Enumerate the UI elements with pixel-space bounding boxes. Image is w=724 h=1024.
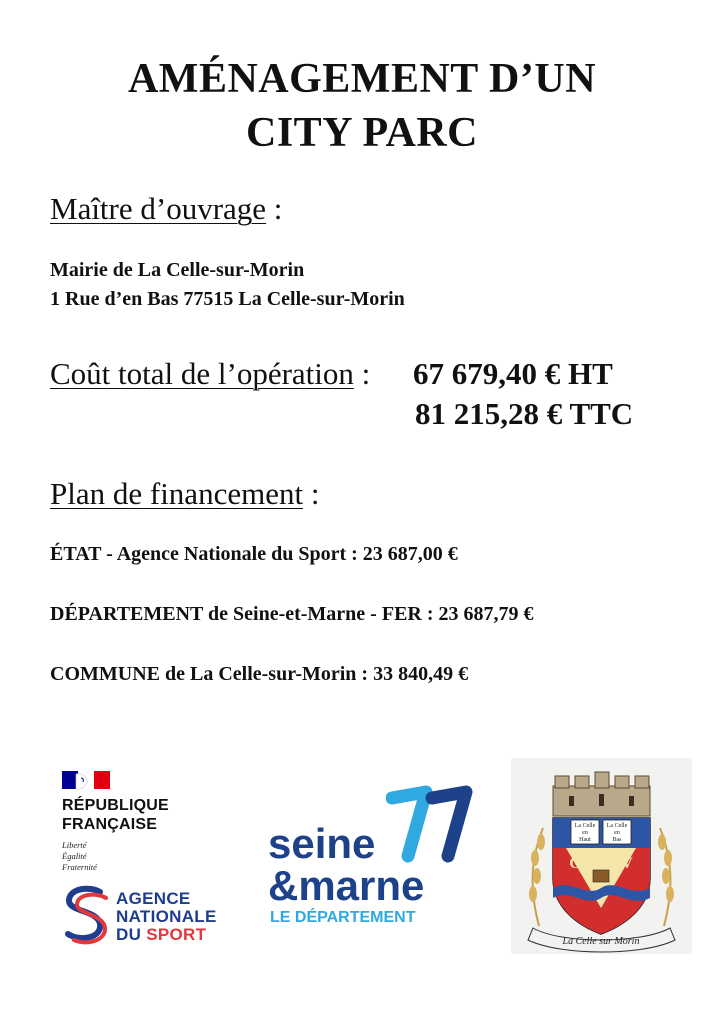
coa-left-book-3: Haut [579, 837, 591, 843]
coa-left-book-2: en [582, 830, 588, 836]
cout-heading [50, 355, 370, 393]
rf-name-line-1: RÉPUBLIQUE [62, 797, 169, 814]
republique-francaise-logo [62, 770, 202, 873]
ans-line-3-sport: SPORT [146, 925, 207, 944]
owner-address: 1 Rue d’en Bas 77515 La Celle-sur-Morin [50, 288, 405, 310]
cout-label: Coût total de l’opération [50, 356, 354, 391]
coa-letter-v: V [621, 855, 633, 872]
financing-item-etat: ÉTAT - Agence Nationale du Sport : 23 687,00 € [50, 543, 458, 565]
ans-line-1: AGENCE [116, 889, 191, 908]
coa-letter-c: C [569, 855, 581, 872]
title-line-2: CITY PARC [246, 110, 478, 156]
coa-right-book-3: Bas [612, 837, 622, 843]
ans-line-3-du: DU [116, 925, 147, 944]
title-line-1: AMÉNAGEMENT D’UN [127, 56, 597, 102]
seine-word: seine [268, 820, 376, 867]
ans-s-icon [60, 884, 112, 946]
financing-item-commune: COMMUNE de La Celle-sur-Morin : 33 840,49 € [50, 663, 469, 685]
financing-item-departement: DÉPARTEMENT de Seine-et-Marne - FER : 23 687,79 € [50, 603, 534, 625]
cost-ht: 67 679,40 € HT [413, 356, 613, 391]
rf-motto-3: Fraternité [62, 862, 97, 872]
agence-nationale-sport-logo [60, 884, 240, 950]
marianne-flag-icon [62, 770, 110, 790]
rf-motto-1: Liberté [62, 840, 87, 850]
marne-word: &marne [268, 862, 425, 909]
coa-right-book-2: en [614, 830, 620, 836]
plan-heading [50, 475, 319, 513]
cost-ttc: 81 215,28 € TTC [415, 396, 634, 431]
seine-et-marne-logo [268, 784, 478, 934]
ans-line-2: NATIONALE [116, 907, 217, 926]
seine-marne-77-icon [386, 784, 476, 864]
coa-right-book-1: La Celle [606, 823, 628, 829]
maitre-ouvrage-colon: : [266, 191, 283, 226]
coa-banner-text: La Celle sur Morin [562, 936, 640, 947]
maitre-ouvrage-heading [50, 190, 282, 228]
maitre-ouvrage-label: Maître d’ouvrage [50, 191, 267, 226]
ans-text [116, 890, 217, 944]
cout-colon: : [353, 356, 371, 391]
coat-of-arms-image [511, 758, 692, 954]
rf-name-line-2: FRANÇAISE [62, 816, 158, 833]
page-title [0, 52, 724, 160]
ans-line-3 [116, 926, 217, 944]
owner-name: Mairie de La Celle-sur-Morin [50, 259, 305, 281]
rf-motto-2: Égalité [62, 851, 87, 861]
plan-label: Plan de financement [50, 476, 304, 511]
coat-of-arms-icon [511, 758, 692, 954]
coa-left-book-1: La Celle [574, 823, 596, 829]
le-departement-text: LE DÉPARTEMENT [270, 909, 416, 926]
plan-colon: : [303, 476, 320, 511]
